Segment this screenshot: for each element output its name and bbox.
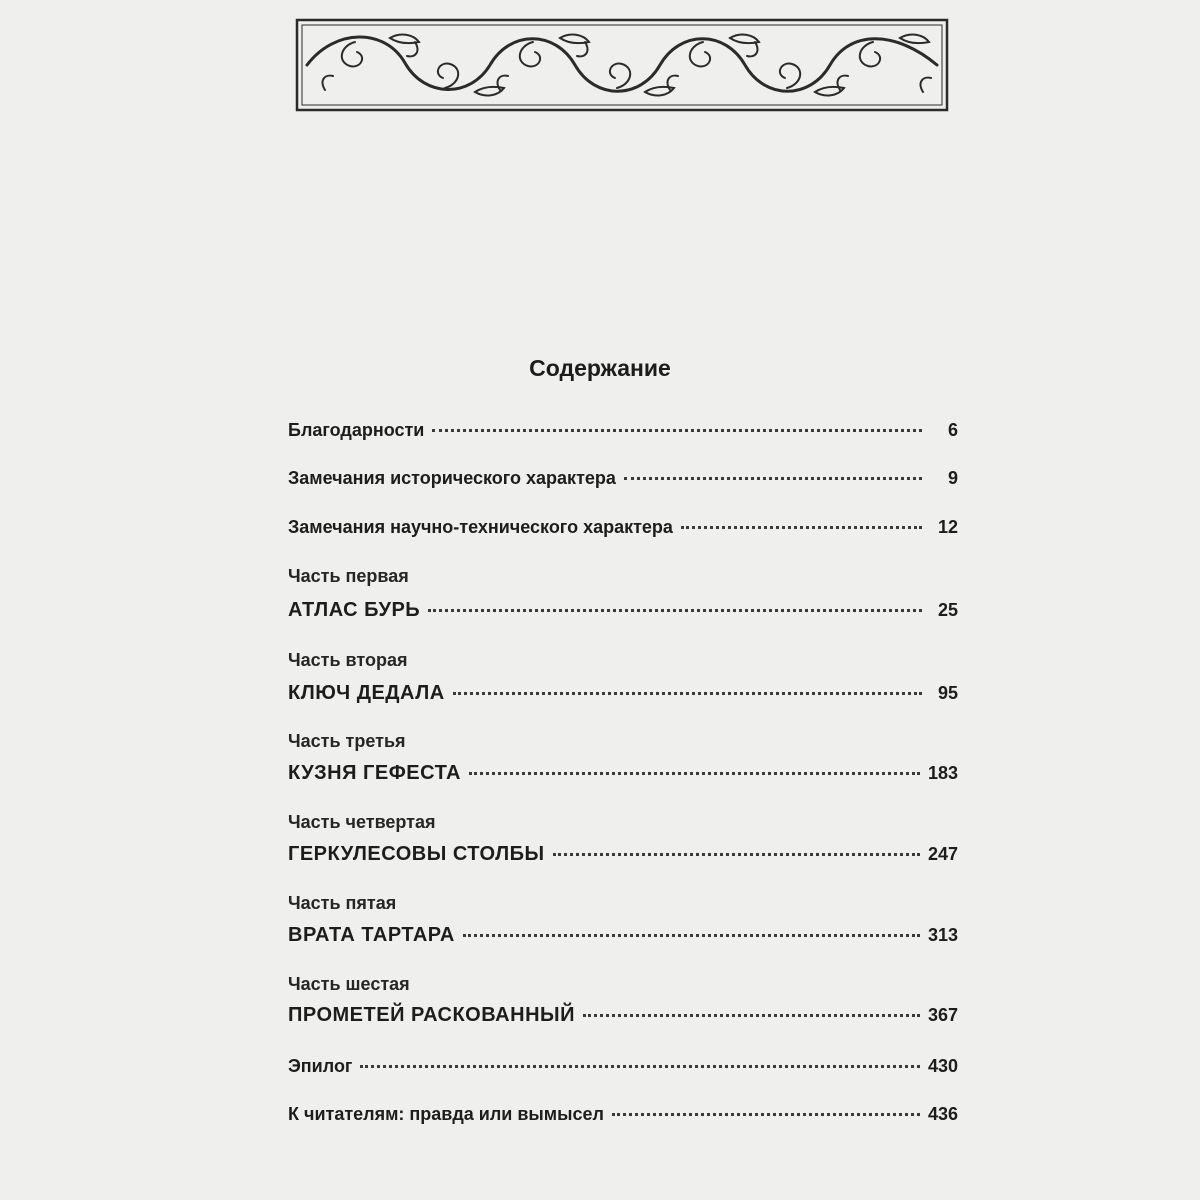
toc-entry[interactable]	[288, 420, 958, 441]
leader-dots	[624, 477, 922, 480]
toc-entry[interactable]	[288, 682, 958, 705]
toc-title: Содержание	[529, 355, 671, 381]
toc-entry-label: ПРОМЕТЕЙ РАСКОВАННЫЙ	[288, 1004, 575, 1026]
toc-entry-page: 95	[937, 683, 958, 703]
toc-entry-page: 6	[947, 420, 958, 440]
leader-dots	[428, 609, 922, 612]
toc-entry[interactable]	[288, 517, 958, 538]
bleed-through-text	[230, 118, 1010, 145]
toc-entry[interactable]	[288, 1004, 958, 1027]
toc-entry[interactable]	[288, 762, 958, 785]
toc-entry[interactable]	[288, 1056, 958, 1077]
toc-entry-page: 430	[927, 1056, 958, 1076]
toc-entry-page: 313	[927, 925, 958, 945]
toc-entry-label: Благодарности	[288, 420, 425, 440]
toc-entry-page: 436	[927, 1104, 958, 1124]
toc-entry-label: Эпилог	[288, 1056, 353, 1076]
toc-part-label: Часть шестая	[288, 974, 410, 994]
toc-entry-label: КУЗНЯ ГЕФЕСТА	[288, 762, 461, 784]
toc-entry-page: 183	[927, 763, 958, 783]
toc-part-label: Часть третья	[288, 731, 406, 751]
leader-dots	[432, 429, 922, 432]
toc-part-label: Часть четвертая	[288, 812, 436, 832]
toc-entry-label: К читателям: правда или вымысел	[288, 1104, 604, 1124]
leader-dots	[453, 692, 922, 695]
toc-entry[interactable]	[288, 924, 958, 947]
toc-entry-label: ГЕРКУЛЕСОВЫ СТОЛБЫ	[288, 843, 545, 865]
toc-entry-page: 25	[937, 600, 958, 620]
toc-entry-page: 247	[927, 844, 958, 864]
leader-dots	[583, 1014, 920, 1017]
toc-entry[interactable]	[288, 843, 958, 866]
toc-entry[interactable]	[288, 599, 958, 622]
leader-dots	[360, 1065, 920, 1068]
toc-entry-label: Замечания научно-технического характера	[288, 517, 673, 537]
leader-dots	[612, 1113, 920, 1116]
toc-entry-label: КЛЮЧ ДЕДАЛА	[288, 682, 445, 704]
leader-dots	[463, 934, 920, 937]
toc-part-label: Часть пятая	[288, 893, 397, 913]
toc-entry-label: АТЛАС БУРЬ	[288, 599, 421, 621]
toc-entry-page: 367	[927, 1005, 958, 1025]
leader-dots	[469, 772, 920, 775]
toc-part-label: Часть первая	[288, 566, 409, 586]
toc-entry[interactable]	[288, 468, 958, 489]
leader-dots	[681, 526, 922, 529]
toc-entry-label: Замечания исторического характера	[288, 468, 616, 488]
toc-entry[interactable]	[288, 1104, 958, 1125]
ornament-header	[295, 18, 949, 112]
toc-entry-page: 9	[947, 468, 958, 488]
leader-dots	[553, 853, 920, 856]
toc-part-label: Часть вторая	[288, 650, 408, 670]
toc-entry-label: ВРАТА ТАРТАРА	[288, 924, 455, 946]
toc-entry-page: 12	[937, 517, 958, 537]
